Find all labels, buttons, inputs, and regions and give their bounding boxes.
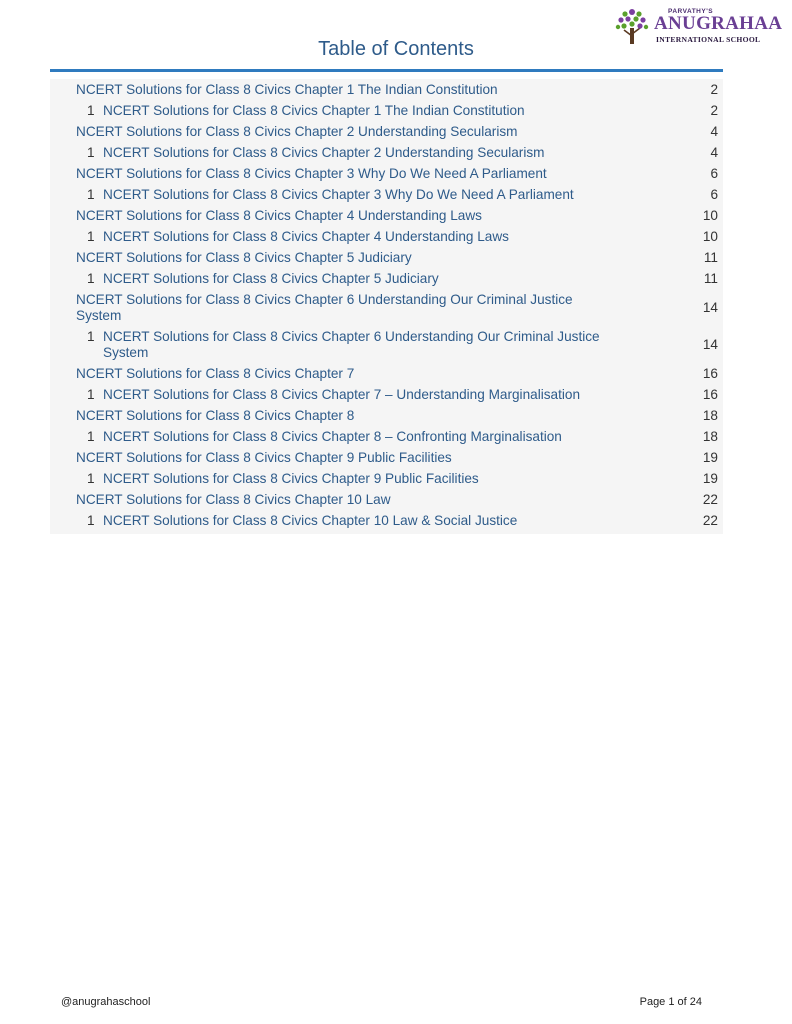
toc-entry-text: [50, 250, 678, 266]
footer-page-indicator: Page 1 of 24: [639, 996, 702, 1008]
toc-entry-link[interactable]: NCERT Solutions for Class 8 Civics Chapter 8 – Confronting Marginalisation: [103, 428, 562, 444]
toc-entry-page: 11: [703, 270, 718, 286]
toc-entry-text: [50, 408, 678, 424]
toc-entry-number: 1: [87, 186, 95, 202]
toc-entry[interactable]: [50, 510, 723, 531]
toc-entry-text: [50, 513, 678, 529]
toc-entry-link[interactable]: NCERT Solutions for Class 8 Civics Chapter 5 Judiciary: [76, 249, 412, 265]
toc-entry-page: 14: [702, 336, 718, 352]
toc-entry[interactable]: [50, 489, 723, 510]
toc-entry-text: [50, 124, 678, 140]
toc-entry[interactable]: [50, 184, 723, 205]
toc-entry-text: [50, 292, 678, 324]
toc-entry-text: [50, 429, 678, 445]
toc-entry-number: 1: [87, 270, 95, 286]
toc-entry-number: 1: [87, 428, 95, 444]
toc-entry-number: 1: [87, 386, 95, 402]
toc-entry-page: 16: [702, 365, 718, 381]
logo-subtitle: PARVATHY'S: [668, 8, 714, 15]
toc-entry-page: 6: [710, 186, 718, 202]
toc-entry-page: 11: [703, 249, 718, 265]
toc-entry[interactable]: [50, 163, 723, 184]
toc-entry-page: 18: [702, 428, 718, 444]
toc-entry-page: 2: [710, 81, 718, 97]
toc-entry-page: 14: [702, 299, 718, 315]
toc-entry[interactable]: [50, 289, 723, 326]
toc-entry-text: [50, 366, 678, 382]
toc-entry-text: [50, 103, 678, 119]
toc-entry[interactable]: [50, 268, 723, 289]
toc-entry-text: [50, 145, 678, 161]
toc-entry-link[interactable]: NCERT Solutions for Class 8 Civics Chapter 1 The Indian Constitution: [103, 102, 525, 118]
toc-entry-link[interactable]: NCERT Solutions for Class 8 Civics Chapter 3 Why Do We Need A Parliament: [103, 186, 574, 202]
toc-entry-page: 18: [702, 407, 718, 423]
toc-entry-text: [50, 271, 678, 287]
toc-entry-number: 1: [87, 144, 95, 160]
toc-entry[interactable]: [50, 426, 723, 447]
toc-entry-link[interactable]: NCERT Solutions for Class 8 Civics Chapter 8: [76, 407, 355, 423]
toc-entry[interactable]: [50, 79, 723, 100]
toc-entry-text: [50, 492, 678, 508]
toc-entry[interactable]: [50, 142, 723, 163]
toc-entry-page: 10: [702, 207, 718, 223]
toc-entry-page: 22: [702, 491, 718, 507]
toc-entry[interactable]: [50, 121, 723, 142]
toc-entry-text: [50, 208, 678, 224]
toc-entry-text: [50, 187, 678, 203]
toc-entry-text: [50, 329, 678, 361]
toc-entry[interactable]: [50, 363, 723, 384]
toc-entry-page: 4: [710, 123, 718, 139]
toc-entry[interactable]: [50, 405, 723, 426]
toc-entry-text: [50, 82, 678, 98]
toc-entry-number: 1: [87, 512, 95, 528]
toc-entry-text: [50, 471, 678, 487]
footer-handle: @anugrahaschool: [61, 996, 151, 1008]
toc-entry[interactable]: [50, 468, 723, 489]
title-divider: [50, 69, 723, 72]
logo-school: INTERNATIONAL SCHOOL: [656, 35, 761, 44]
toc-entry-link[interactable]: NCERT Solutions for Class 8 Civics Chapter 1 The Indian Constitution: [76, 81, 498, 97]
toc-entry-page: 19: [702, 449, 718, 465]
toc-entry[interactable]: [50, 205, 723, 226]
toc-entry-link[interactable]: NCERT Solutions for Class 8 Civics Chapter 2 Understanding Secularism: [103, 144, 545, 160]
toc-entry-number: 1: [87, 102, 95, 118]
toc-entry-text: [50, 166, 678, 182]
toc-entry-link[interactable]: NCERT Solutions for Class 8 Civics Chapter 9 Public Facilities: [103, 470, 479, 486]
toc-entry-text: [50, 387, 678, 403]
toc-entry-link[interactable]: NCERT Solutions for Class 8 Civics Chapter 7: [76, 365, 355, 381]
toc-entry-number: 1: [87, 328, 95, 344]
toc-entry[interactable]: [50, 100, 723, 121]
toc-entry-number: 1: [87, 470, 95, 486]
toc-entry-link[interactable]: NCERT Solutions for Class 8 Civics Chapter 10 Law & Social Justice: [103, 512, 518, 528]
toc-entry-page: 4: [710, 144, 718, 160]
toc-entry-link[interactable]: NCERT Solutions for Class 8 Civics Chapter 7 – Understanding Marginalisation: [103, 386, 581, 402]
toc-entry-link[interactable]: NCERT Solutions for Class 8 Civics Chapter 9 Public Facilities: [76, 449, 452, 465]
toc-entry-page: 16: [702, 386, 718, 402]
toc-entry-page: 10: [702, 228, 718, 244]
toc-entry[interactable]: [50, 447, 723, 468]
toc-entry-link[interactable]: NCERT Solutions for Class 8 Civics Chapter 4 Understanding Laws: [76, 207, 482, 223]
toc-entry-link[interactable]: NCERT Solutions for Class 8 Civics Chapter 10 Law: [76, 491, 391, 507]
toc-entry-link[interactable]: NCERT Solutions for Class 8 Civics Chapter 4 Understanding Laws: [103, 228, 509, 244]
toc-entry-text: [50, 450, 678, 466]
logo-name: ANUGRAHAA: [654, 13, 783, 34]
toc-entry-text: [50, 229, 678, 245]
toc-entry-page: 6: [710, 165, 718, 181]
toc-entry-link[interactable]: NCERT Solutions for Class 8 Civics Chapter 6 Understanding Our Criminal Justice System: [103, 328, 600, 360]
toc-entry[interactable]: [50, 247, 723, 268]
toc-list: [50, 79, 723, 534]
toc-title: Table of Contents: [318, 38, 474, 60]
toc-entry-page: 19: [702, 470, 718, 486]
toc-entry-page: 2: [710, 102, 718, 118]
toc-entry-link[interactable]: NCERT Solutions for Class 8 Civics Chapter 5 Judiciary: [103, 270, 439, 286]
toc-entry-page: 22: [702, 512, 718, 528]
toc-entry[interactable]: [50, 226, 723, 247]
toc-entry-link[interactable]: NCERT Solutions for Class 8 Civics Chapter 6 Understanding Our Criminal Justice System: [76, 291, 573, 323]
toc-entry[interactable]: [50, 384, 723, 405]
toc-entry-number: 1: [87, 228, 95, 244]
toc-entry[interactable]: [50, 326, 723, 363]
toc-entry-link[interactable]: NCERT Solutions for Class 8 Civics Chapter 2 Understanding Secularism: [76, 123, 518, 139]
toc-entry-link[interactable]: NCERT Solutions for Class 8 Civics Chapter 3 Why Do We Need A Parliament: [76, 165, 547, 181]
